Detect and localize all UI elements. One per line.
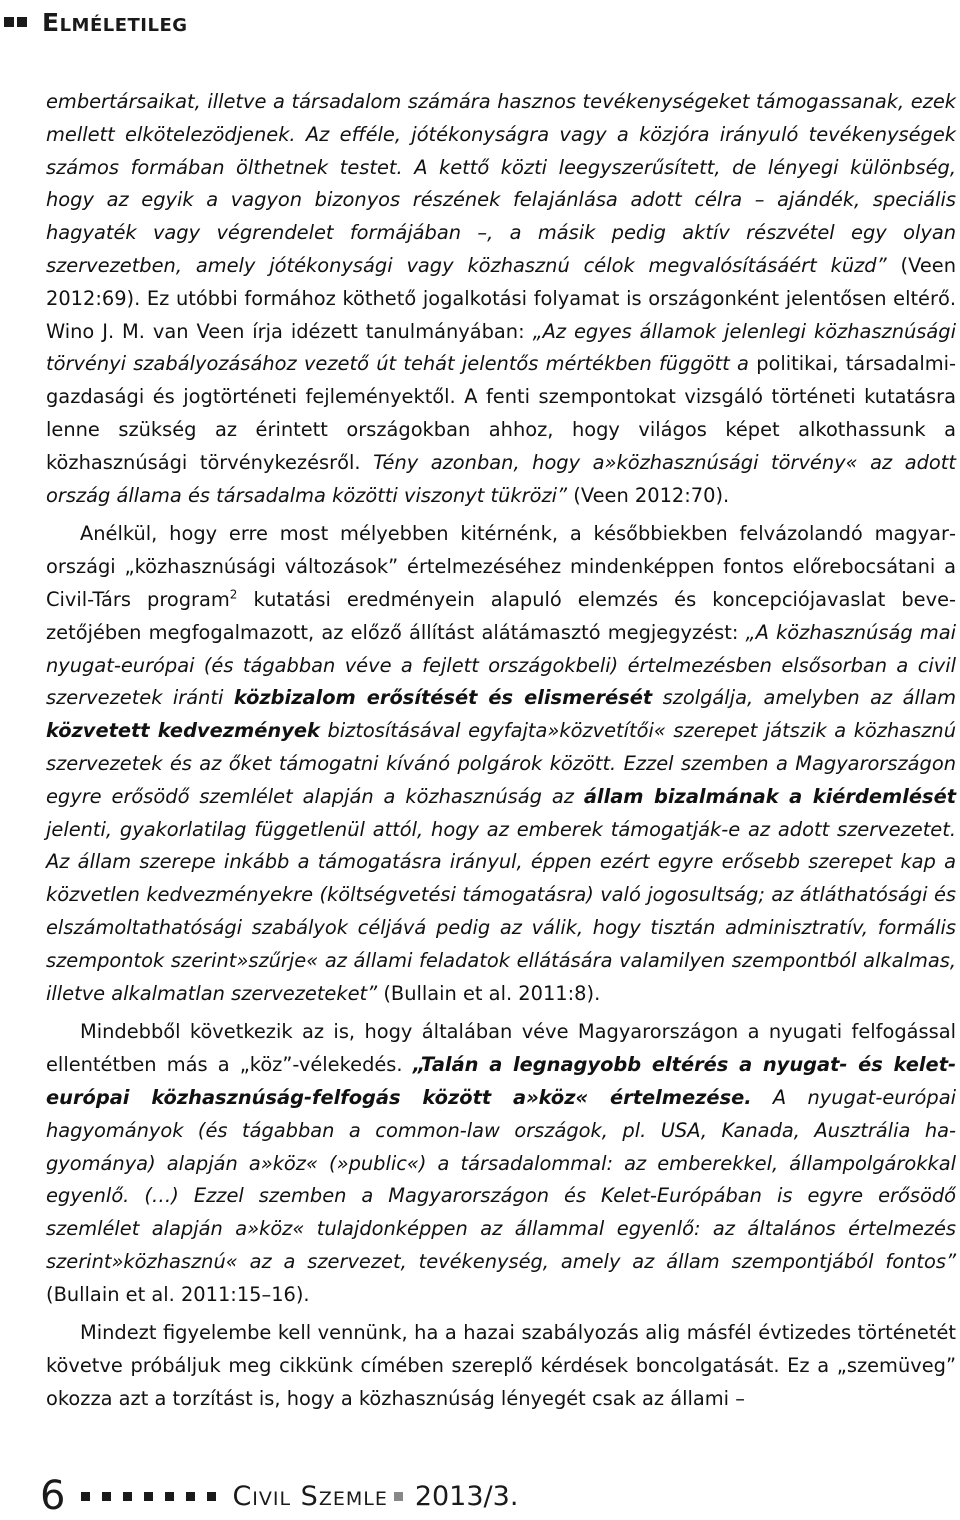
text-segment: embertársaikat, illetve a társadalom számára hasznos tevékenységeket támogassanak, ezek mellett elkötelezödjenek. Az efféle, jótékonyságra vagy a közjóra irányuló tevékenységek számos formában ölthetnek testet.	[46, 90, 956, 179]
issue-number: 2013/3.	[414, 1480, 519, 1512]
text-segment: biztosításával egyfajta»közvetítői« szerepet játszik a közhasznú szervezetek és az őket támogatni kívánó polgárok között. Ezzel szemben a Magyarországon egyre erősödő szemlélet alapján a közhasznúság az	[46, 719, 957, 808]
square-bullet-icon	[144, 1492, 153, 1501]
text-segment: „A közhasznúság mai nyugat-európai (és tágabban véve a fejlett országokbeli) értelmezésben elsősorban a civil szervezetek iránti	[46, 620, 956, 710]
text-segment: közbizalom erősítését és elismerését	[233, 686, 653, 710]
text-segment: Anélkül, hogy erre most mélyebben kitérnénk, a későbbiekben felvázolandó magyarországi „közhasznúsági változások” értelmezéséhez mindenképpen fontos előrebocsátani a Civil-Társ program	[46, 522, 956, 611]
text-segment: (Veen 2012:70).	[567, 483, 730, 507]
footnote-ref: 2	[229, 587, 238, 602]
text-segment: Mindebből következik az is, hogy általában véve Magyarországon a nyugati felfogással ellentétben más a „köz”-vélekedés.	[46, 1020, 956, 1077]
text-segment: Tény azonban, hogy a»közhasznúsági törvény« az adott ország állama és társadalma közötti viszonyt tükrözi”	[46, 450, 956, 507]
text-segment: Mindezt figyelembe kell vennünk, ha a hazai szabályozás alig másfél évtizedes történetét követve próbáljuk meg cikkünk címében szereplő kérdések boncolgatását. Ez a „szemüveg” okozza azt a torzítást is, hogy a közhasznúság lényegét csak az állami –	[46, 1321, 956, 1411]
text-segment: A kettő közti leegyszerűsített, de lényegi különbség, hogy az egyik a vagyon bizonyos részének felajánlása adott célra – ajándék, speciális hagyaték vagy végrendelet formájában –, a másik pedig aktív részvétel egy olyan szervezetben, amely jótékonysági vagy közhasznú célok megvalósításáért küzd”	[46, 155, 956, 277]
text-segment: politikai, társadalmi-gazdasági és jogtörténeti fejleményektől. A fenti szempontokat vizsgáló történeti kutatásra lenne szükség az érintett országokban ahhoz, hogy világos képet alkothassunk a közhasznúsági törvénykezésről.	[46, 352, 956, 474]
text-segment: szolgálja, amelyben az állam	[652, 686, 957, 710]
text-segment: állam bizalmának a kiérdemlését	[583, 784, 956, 808]
black-square-icon	[4, 17, 14, 27]
square-bullet-icon	[186, 1492, 195, 1501]
paragraph	[46, 1317, 956, 1415]
text-segment: (Bullain et al. 2011:15–16).	[46, 1282, 310, 1306]
article-body	[46, 86, 956, 1416]
text-segment: „Az egyes államok jelenlegi közhasznúsági törvényi szabályozásához vezető út tehát jelentős mértékben függött a	[46, 319, 956, 376]
page-number: 6	[40, 1473, 66, 1519]
square-bullet-icon	[123, 1492, 132, 1501]
paragraph	[46, 1016, 956, 1311]
square-bullet-icon	[102, 1492, 111, 1501]
square-bullet-icon	[207, 1492, 216, 1501]
text-segment: (Bullain et al. 2011:8).	[377, 981, 601, 1005]
magazine-name: Civil Szemle	[232, 1480, 388, 1512]
text-segment: A nyugat-európai hagyományok (és tágabban a common-law országok, pl. USA, Kanada, Ausztrália hagyománya) alapján a»köz« (»public«) a társadalommal: az emberekkel, állampolgárokkal egyenlő. (…) Ezzel szemben a Magyarországon és Kelet-Európában is egyre erősödő szemlélet alapján a»köz« tulajdonképpen az állammal egyenlő: az általános értelmezés szerint»közhasznú« az a szervezet, tevékenység, amely az állam szempontjából fontos”	[46, 1085, 956, 1273]
paragraph	[46, 518, 956, 1010]
text-segment: közvetett kedvezmények	[46, 719, 320, 743]
section-header	[0, 4, 188, 40]
black-square-icon	[17, 17, 27, 27]
square-bullet-icon	[81, 1492, 90, 1501]
text-segment: jelenti, gyakorlatilag függetlenül attól, hogy az emberek támogatják-e az adott szervezetet. Az állam szerepe inkább a támogatásra irányul, éppen ezért egyre erősebb szerepet kap a közvetlen kedvezményekre (költségvetési támogatásra) való jogosultság; az átláthatósági és elszámoltathatósági szabályok céljává pedig az válik, hogy tisztán adminisztratív, formális szempontok szerint»szűrje« az állami feladatok ellátására valamilyen szempontból alkalmas, illetve alkalmatlan szervezeteket”	[46, 817, 956, 1005]
text-segment: (Veen 2012:69). Ez utóbbi formához köthető jogalkotási folyamat is országonként jelentősen eltérő. Wino J. M. van Veen írja idézett tanulmányában:	[46, 253, 956, 343]
square-bullet-icon	[165, 1492, 174, 1501]
text-segment: kutatási eredményein alapuló elemzés és koncepciójavaslat bevezetőjében megfogalmazott, az előző állítást alátámasztó megjegyzést:	[46, 587, 956, 644]
paragraph	[46, 86, 956, 512]
text-segment: „Talán a legnagyobb eltérés a nyugat- és kelet-európai közhasznúság-felfogás között a»köz« értelmezése.	[46, 1053, 957, 1109]
page-footer	[40, 1474, 518, 1518]
square-bullet-icon	[394, 1492, 403, 1501]
section-title: Elméletileg	[42, 7, 188, 37]
